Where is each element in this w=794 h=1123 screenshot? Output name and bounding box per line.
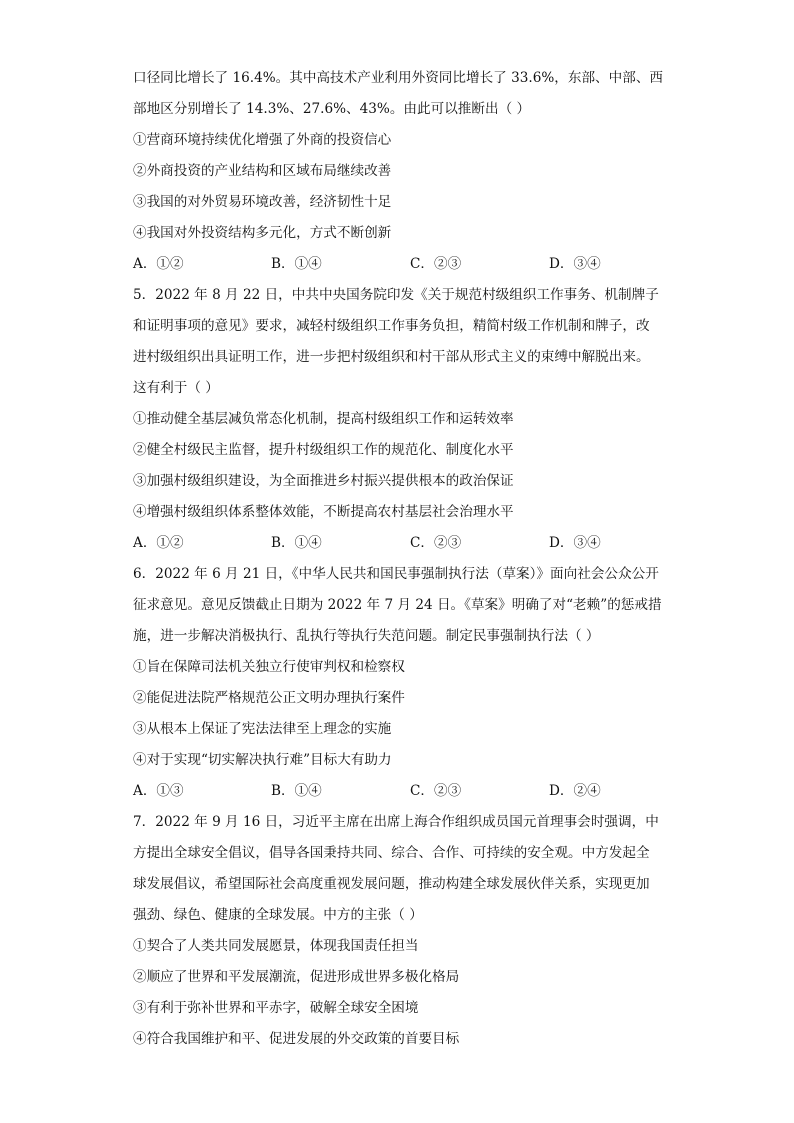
q6-option-d[interactable]: D．②④ [549,783,601,799]
q5-stem-line-3: 进村级组织出具证明工作，进一步把村级组织和村干部从形式主义的束缚中解脱出来。 [133,349,650,365]
q6-stem-line-2: 征求意见。意见反馈截止日期为 2022 年 7 月 24 日。《草案》明确了对“老赖”的惩戒措 [133,597,662,613]
q5-statement-4: ④增强村级组织体系整体效能，不断提高农村基层社会治理水平 [133,504,514,520]
q5-statement-3: ③加强村级组织建设，为全面推进乡村振兴提供根本的政治保证 [133,473,514,489]
q6-statement-2: ②能促进法院严格规范公正文明办理执行案件 [133,690,405,706]
q7-stem-line-4: 强劲、绿色、健康的全球发展。中方的主张（ ） [133,907,423,923]
q4-stem-line-2: 部地区分别增长了 14.3%、27.6%、43%。由此可以推断出（ ） [133,101,531,117]
q6-statement-1: ①旨在保障司法机关独立行使审判权和检察权 [133,659,405,675]
q5-option-d[interactable]: D．③④ [549,535,601,551]
q7-stem-line-1: 7．2022 年 9 月 16 日，习近平主席在出席上海合作组织成员国元首理事会时强调，中 [133,814,659,830]
q6-statement-4: ④对于实现“切实解决执行难”目标大有助力 [133,752,392,768]
q7-statement-2: ②顺应了世界和平发展潮流，促进形成世界多极化格局 [133,969,460,985]
q7-statement-1: ①契合了人类共同发展愿景，体现我国责任担当 [133,938,419,954]
q4-option-a[interactable]: A．①② [133,256,184,272]
q4-options [133,254,693,274]
q7-stem-line-3: 球发展倡议，希望国际社会高度重视发展问题，推动构建全球发展伙伴关系，实现更加 [133,876,650,892]
q5-options [133,533,693,553]
q4-option-c[interactable]: C．②③ [410,256,462,272]
q6-stem-line-3: 施，进一步解决消极执行、乱执行等执行失范问题。制定民事强制执行法（ ） [133,628,600,644]
q5-statement-1: ①推动健全基层减负常态化机制，提高村级组织工作和运转效率 [133,411,514,427]
q6-option-c[interactable]: C．②③ [410,783,462,799]
q5-option-a[interactable]: A．①② [133,535,184,551]
q5-stem-line-1: 5．2022 年 8 月 22 日，中共中央国务院印发《关于规范村级组织工作事务、机制牌子 [133,287,659,303]
q4-statement-2: ②外商投资的产业结构和区域布局继续改善 [133,163,392,179]
q4-statement-4: ④我国对外投资结构多元化，方式不断创新 [133,225,392,241]
q5-statement-2: ②健全村级民主监督，提升村级组织工作的规范化、制度化水平 [133,442,514,458]
q5-option-b[interactable]: B．①④ [271,535,322,551]
q7-statement-3: ③有利于弥补世界和平赤字，破解全球安全困境 [133,1000,419,1016]
q5-option-c[interactable]: C．②③ [410,535,462,551]
q6-stem-line-1: 6．2022 年 6 月 21 日，《中华人民共和国民事强制执行法（草案）》面向社会公众公开 [133,566,659,582]
q7-statement-4: ④符合我国维护和平、促进发展的外交政策的首要目标 [133,1031,460,1047]
q5-stem-line-4: 这有利于（ ） [133,380,219,396]
q4-statement-3: ③我国的对外贸易环境改善，经济韧性十足 [133,194,392,210]
q6-option-a[interactable]: A．①③ [133,783,184,799]
q6-option-b[interactable]: B．①④ [271,783,322,799]
q4-statement-1: ①营商环境持续优化增强了外商的投资信心 [133,132,392,148]
q7-stem-line-2: 方提出全球安全倡议，倡导各国秉持共同、综合、合作、可持续的安全观。中方发起全 [133,845,650,861]
q4-option-d[interactable]: D．③④ [549,256,601,272]
q4-stem-line-1: 口径同比增长了 16.4%。其中高技术产业利用外资同比增长了 33.6%，东部、中部、西 [133,70,664,86]
q6-options [133,781,693,801]
q6-statement-3: ③从根本上保证了宪法法律至上理念的实施 [133,721,392,737]
q4-option-b[interactable]: B．①④ [271,256,322,272]
q5-stem-line-2: 和证明事项的意见》要求，减轻村级组织工作事务负担，精简村级工作机制和牌子，改 [133,318,650,334]
